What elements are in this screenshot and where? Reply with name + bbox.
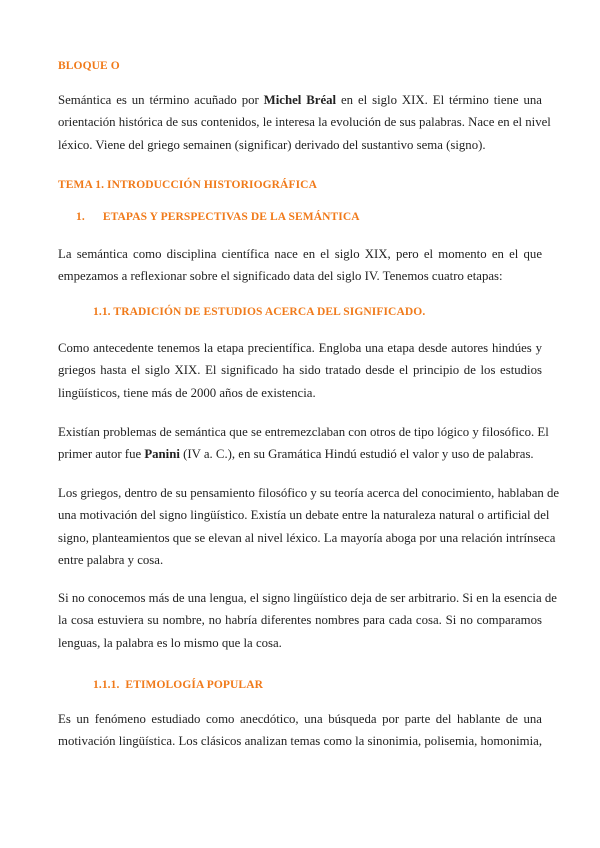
intro-line-1: Semántica es un término acuñado por Michel Bréal en el siglo XIX. El término tiene una [58,93,542,107]
section-1-title: ETAPAS Y PERSPECTIVAS DE LA SEMÁNTICA [102,211,360,223]
subsection-1-1-title: 1.1. TRADICIÓN DE ESTUDIOS ACERCA DEL SIGNIFICADO. [93,306,426,318]
section-1-heading [76,211,360,223]
intro-paragraph [58,89,551,156]
subsection-1-1-1-title: 1.1.1. ETIMOLOGÍA POPULAR [93,679,264,691]
griegos-paragraph: Los griegos, dentro de su pensamiento filosófico y su teoría acerca del conocimiento, hablaban de una motivación del signo lingüístico. Existía un debate entre la naturaleza natural o artificial del signo, planteamientos que se elevan al nivel léxico. La mayoría aboga por una relación intrínseca entre palabra y cosa. [58,486,560,568]
author-panini: Panini [144,447,180,462]
etimologia-paragraph: Es un fenómeno estudiado como anecdótico, una búsqueda por parte del hablante de una motivación lingüística. Los clásicos analizan temas como la sinonimia, polisemia, homonimia, [58,712,543,749]
antecedente-paragraph: Como antecedente tenemos la etapa precientífica. Engloba una etapa desde autores hindúes y griegos hasta el siglo XIX. El significado ha sido tratado desde el principio de los estudios lingüísticos, tiene más de 2000 años de existencia. [58,341,542,400]
tema-title: TEMA 1. INTRODUCCIÓN HISTORIOGRÁFICA [58,179,317,191]
block-title: BLOQUE O [58,60,120,72]
etapas-paragraph: La semántica como disciplina científica nace en el siglo XIX, pero el momento en el que empezamos a reflexionar sobre el significado data del siglo IV. Tenemos cuatro etapas: [58,247,542,284]
intro-line-3: léxico. Viene del griego semainen (significar) derivado del sustantivo sema (signo). [58,137,486,152]
lengua-paragraph: Si no conocemos más de una lengua, el signo lingüístico deja de ser arbitrario. Si en la esencia de la cosa estuviera su nombre, no habría diferentes nombres para cada cosa. Si no comparamos lenguas, la palabra es lo mismo que la cosa. [58,591,557,650]
author-michel-breal: Michel Bréal [263,93,337,107]
intro-line-2: orientación histórica de sus contenidos, le interesa la evolución de sus palabras. Nace en el nivel [58,115,551,130]
problemas-paragraph: Existían problemas de semántica que se entremezclaban con otros de tipo lógico y filosófico. El primer autor fue Panini (IV a. C.), en su Gramática Hindú estudió el valor y uso de palabras. [58,425,549,462]
section-1-number: 1. [76,211,85,223]
